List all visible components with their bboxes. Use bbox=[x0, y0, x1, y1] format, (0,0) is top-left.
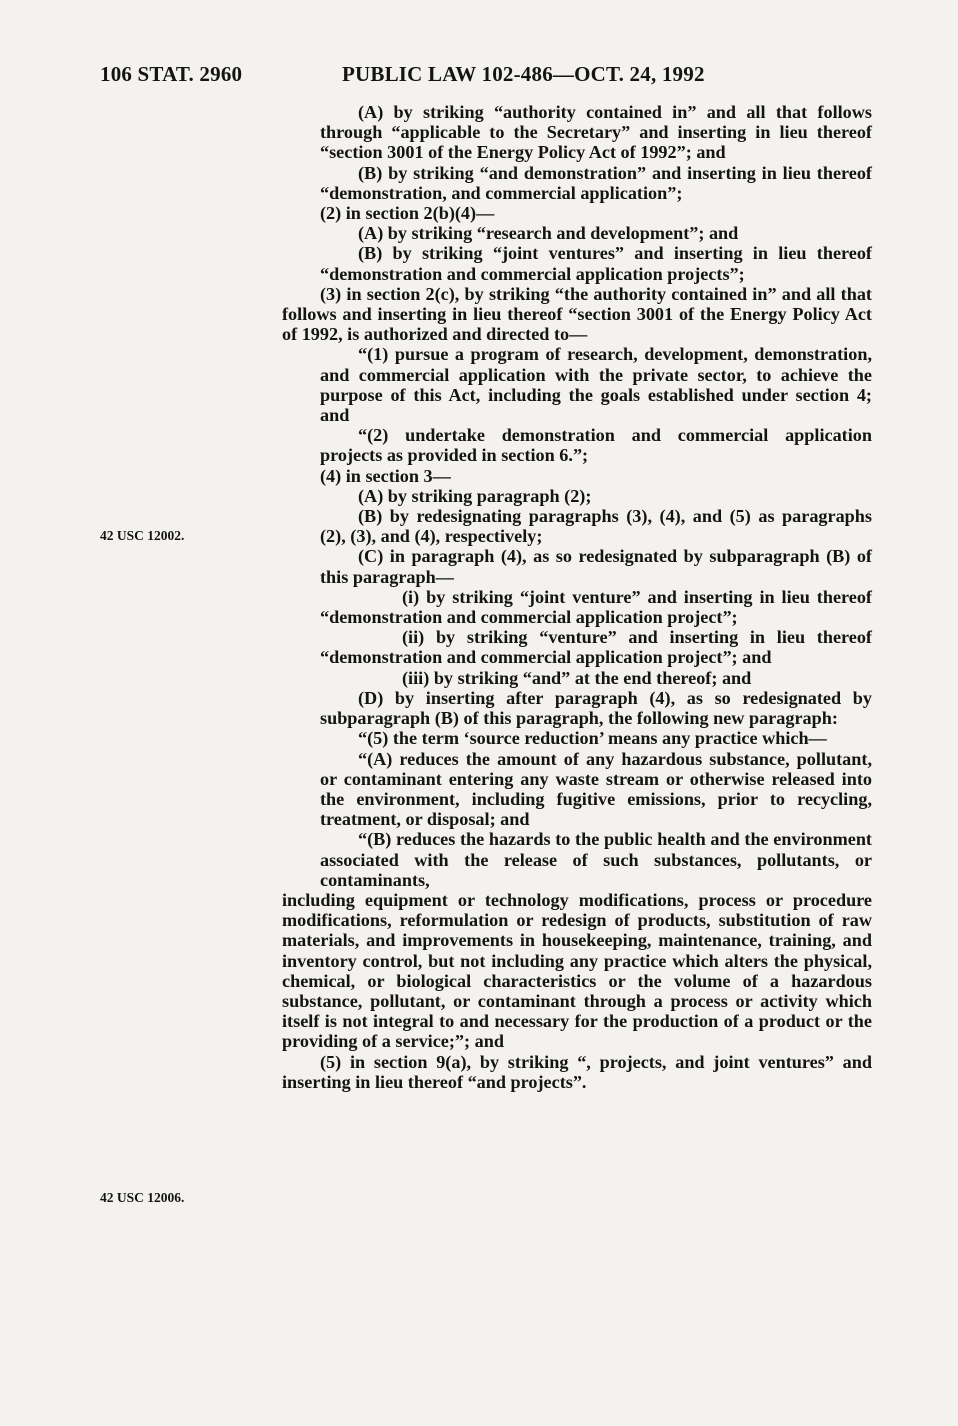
paragraph: (B) by redesignating paragraphs (3), (4), and (5) as paragraphs (2), (3), and (4), respectively; bbox=[320, 506, 872, 547]
paragraph: (A) by striking “authority contained in” and all that follows through “applicable to the Secretary” and inserting in lieu thereof “section 3001 of the Energy Policy Act of 1992”; and bbox=[320, 102, 872, 163]
page-reference: 106 STAT. 2960 bbox=[100, 62, 243, 86]
paragraph: (D) by inserting after paragraph (4), as so redesignated by subparagraph (B) of this paragraph, the following new paragraph: bbox=[320, 687, 872, 729]
clause: (ii) by striking “venture” and inserting in lieu thereof “demonstration and commercial application project”; and bbox=[320, 627, 872, 668]
clause: (iii) by striking “and” at the end thereof; and bbox=[402, 667, 752, 688]
quoted-paragraph: “(1) pursue a program of research, development, demonstration, and commercial application with the private sector, to achieve the purpose of this Act, including the goals established under section 4; and bbox=[320, 344, 872, 426]
statute-body bbox=[282, 102, 872, 1092]
paragraph: (B) by striking “and demonstration” and inserting in lieu thereof “demonstration, and commercial application”; bbox=[320, 162, 872, 203]
law-reference: PUBLIC LAW 102-486—OCT. 24, 1992 bbox=[342, 62, 705, 86]
margin-note-usc-12006: 42 USC 12006. bbox=[100, 1190, 185, 1205]
paragraph: (5) in section 9(a), by striking “, projects, and joint ventures” and inserting in lieu thereof “and projects”. bbox=[282, 1051, 872, 1092]
quoted-subparagraph: “(B) reduces the hazards to the public health and the environment associated with the release of such substances, pollutants, or contaminants, bbox=[320, 829, 872, 890]
paragraph: (A) by striking paragraph (2); bbox=[358, 485, 592, 506]
paragraph: (3) in section 2(c), by striking “the authority contained in” and all that follows and inserting in lieu thereof “section 3001 of the Energy Policy Act of 1992, is authorized and directed to— bbox=[282, 283, 872, 345]
margin-note-usc-12002: 42 USC 12002. bbox=[100, 528, 185, 543]
quoted-subparagraph: “(A) reduces the amount of any hazardous substance, pollutant, or contaminant entering any waste stream or otherwise released into the environment, including fugitive emissions, prior to recycling, treatment, or disposal; and bbox=[320, 748, 872, 830]
paragraph: (2) in section 2(b)(4)— bbox=[320, 203, 495, 224]
quoted-paragraph: “(5) the term ‘source reduction’ means any practice which— bbox=[358, 728, 827, 749]
paragraph: (C) in paragraph (4), as so redesignated by subparagraph (B) of this paragraph— bbox=[320, 546, 872, 587]
paragraph: (A) by striking “research and development”; and bbox=[358, 223, 739, 244]
quoted-paragraph: “(2) undertake demonstration and commercial application projects as provided in section 6.”; bbox=[320, 425, 872, 466]
clause: (i) by striking “joint venture” and inserting in lieu thereof “demonstration and commercial application project”; bbox=[320, 586, 872, 628]
paragraph: (4) in section 3— bbox=[320, 465, 451, 486]
flush-paragraph: including equipment or technology modifications, process or procedure modifications, reformulation or redesign of products, substitution of raw materials, and improvements in housekeeping, maintenance, training, and inventory control, but not including any practice which alters the physical, chemical, or biological characteristics or the volume of a hazardous substance, pollutant, or contaminant through a process or activity which itself is not integral to and necessary for the production of a product or the providing of a service;”; and bbox=[282, 889, 872, 1052]
paragraph: (B) by striking “joint ventures” and inserting in lieu thereof “demonstration and commercial application projects”; bbox=[320, 243, 872, 284]
